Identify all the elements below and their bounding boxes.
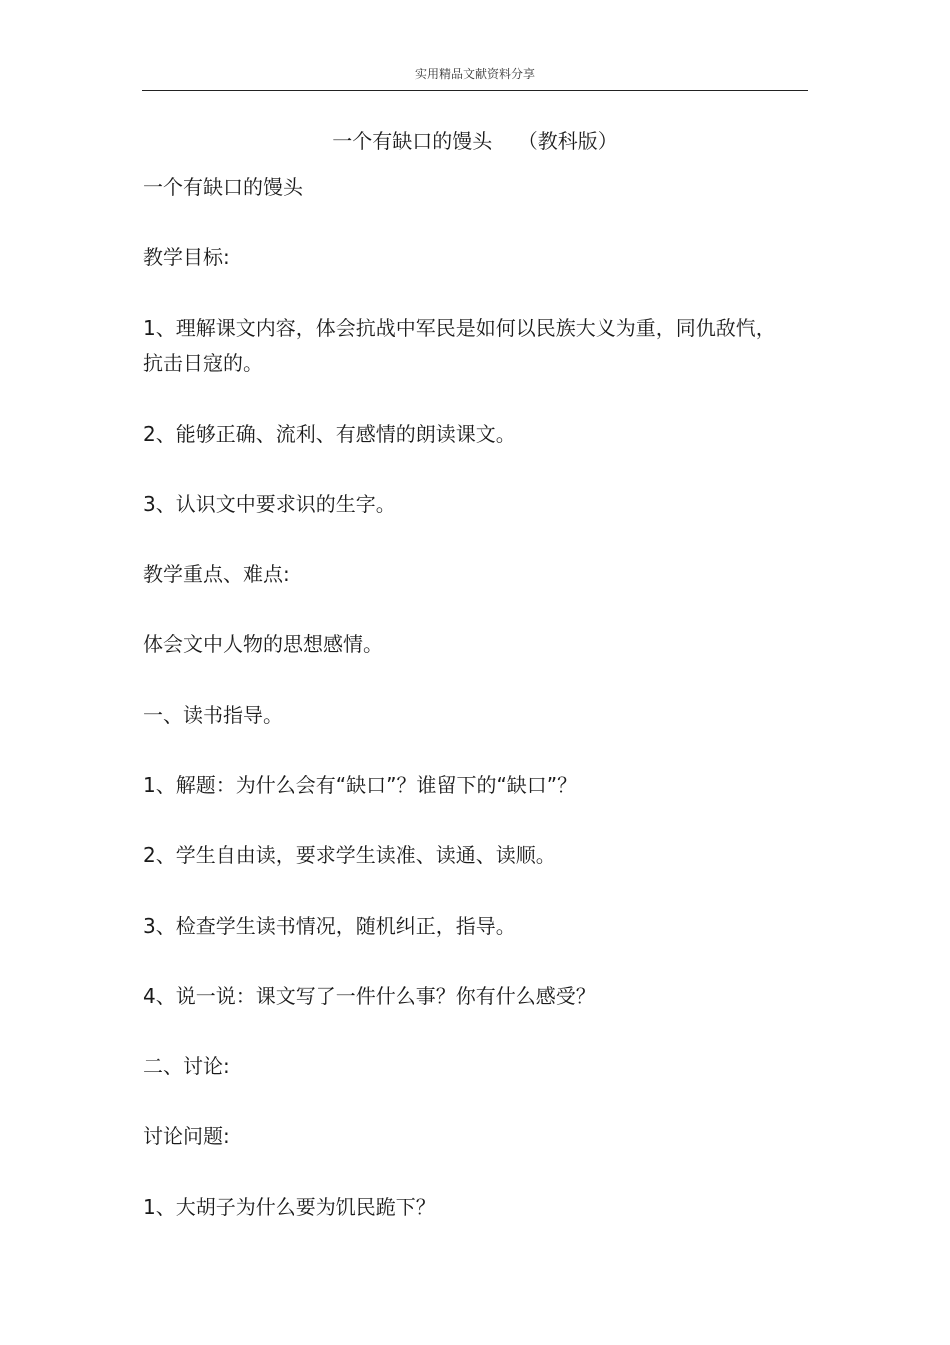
discussion-questions-heading: 讨论问题: (143, 1124, 230, 1148)
objective-item: 1、理解课文内容，体会抗战中军民是如何以民族大义为重，同仇敌忾，抗击日寇的。 (143, 316, 776, 375)
objective-item: 3、认识文中要求识的生字。 (143, 492, 396, 516)
section-heading-reading: 一、读书指导。 (143, 703, 283, 727)
section-heading-objectives: 教学目标: (143, 245, 230, 269)
reading-step: 4、说一说：课文写了一件什么事？你有什么感受？ (143, 984, 596, 1008)
reading-step: 1、解题：为什么会有“缺口”？谁留下的“缺口”？ (143, 773, 578, 797)
reading-step: 2、学生自由读，要求学生读准、读通、读顺。 (143, 843, 556, 867)
header-divider (142, 90, 808, 91)
key-point-text: 体会文中人物的思想感情。 (143, 632, 383, 656)
reading-step: 3、检查学生读书情况，随机纠正，指导。 (143, 914, 516, 938)
section-heading-key-points: 教学重点、难点: (143, 562, 290, 586)
section-heading-discussion: 二、讨论: (143, 1054, 230, 1078)
document-title: 一个有缺口的馒头 （教科版） (332, 129, 618, 153)
page-header: 实用精品文献资料分享 (414, 67, 535, 81)
subtitle: 一个有缺口的馒头 (143, 175, 303, 199)
objective-item: 2、能够正确、流利、有感情的朗读课文。 (143, 422, 516, 446)
discussion-question: 1、大胡子为什么要为饥民跪下？ (143, 1195, 436, 1219)
